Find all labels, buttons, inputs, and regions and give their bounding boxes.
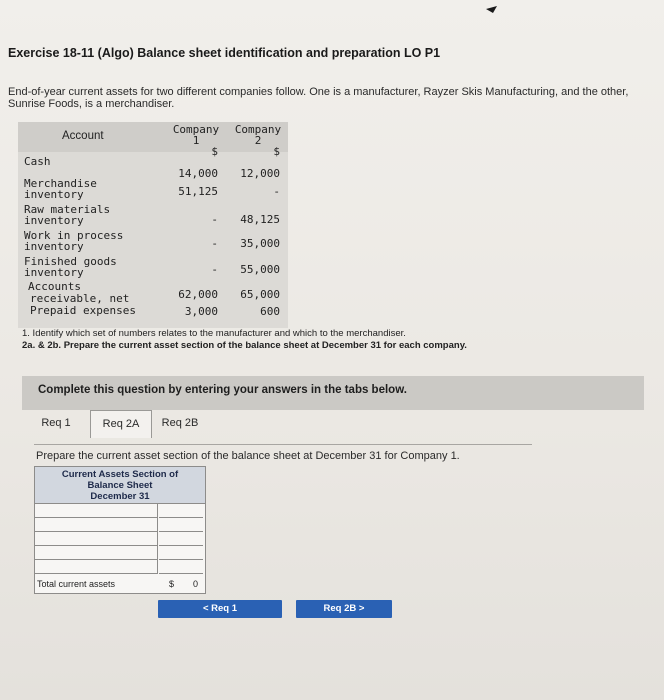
question-1: 1. Identify which set of numbers relates to the manufacturer and which to the merchandiser.: [22, 328, 406, 339]
amount-input-1[interactable]: [159, 504, 203, 518]
row-label-ar-2: receivable, net: [30, 292, 130, 305]
tab-req-2b[interactable]: Req 2B: [161, 417, 199, 429]
form-header-line-2: Balance Sheet: [87, 480, 153, 491]
merch-c1: 51,125: [178, 185, 218, 198]
question-2: 2a. & 2b. Prepare the current asset section of the balance sheet at December 31 for each company.: [22, 340, 467, 351]
form-header-line-1: Current Assets Section of: [61, 469, 179, 480]
ar-c1: 62,000: [178, 288, 218, 301]
raw-c2: 48,125: [240, 213, 280, 226]
account-input-4[interactable]: [35, 546, 158, 560]
account-input-3[interactable]: [35, 532, 158, 546]
total-current-assets-value: 0: [193, 579, 199, 589]
row-label-raw-2: inventory: [24, 214, 84, 227]
amount-input-2[interactable]: [159, 518, 203, 532]
currency-symbol-c2: $: [273, 145, 280, 158]
row-label-cash: Cash: [24, 155, 51, 168]
prepaid-c1: 3,000: [184, 305, 218, 318]
wip-c2: 35,000: [240, 237, 280, 250]
instruction-banner: [22, 376, 644, 410]
prompt-text: Prepare the current asset section of the balance sheet at December 31 for Company 1.: [36, 450, 460, 462]
amount-input-4[interactable]: [159, 546, 203, 560]
row-label-fg-1: Finished goods: [24, 255, 117, 268]
row-label-raw-1: Raw materials: [24, 203, 111, 216]
header-account: Account: [62, 130, 104, 142]
next-req-2b-button[interactable]: Req 2B >: [296, 600, 392, 618]
amount-input-5[interactable]: [159, 560, 203, 574]
row-label-merch-1: Merchandise: [24, 177, 97, 190]
prepaid-c2: 600: [260, 305, 280, 318]
raw-c1: -: [211, 213, 218, 226]
account-input-2[interactable]: [35, 518, 158, 532]
row-label-wip-1: Work in process: [24, 229, 124, 242]
header-company-1: Company 1: [172, 123, 220, 147]
account-input-5[interactable]: [35, 560, 158, 574]
header-company-2: Company 2: [234, 123, 282, 147]
prev-req-1-button[interactable]: < Req 1: [158, 600, 282, 618]
fg-c2: 55,000: [240, 263, 280, 276]
account-input-1[interactable]: [35, 504, 158, 518]
exercise-title: Exercise 18-11 (Algo) Balance sheet identification and preparation LO P1: [8, 46, 441, 60]
form-header: [35, 467, 205, 504]
ar-c2: 65,000: [240, 288, 280, 301]
questions: [22, 328, 642, 352]
cash-c2: 12,000: [240, 167, 280, 180]
row-label-fg-2: inventory: [24, 266, 84, 279]
intro-text: End-of-year current assets for two different companies follow. One is a manufacturer, Rayzer Skis Manufacturing, and the other, Sunrise Foods, is a merchandiser.: [8, 86, 629, 110]
wip-c1: -: [211, 237, 218, 250]
tab-req-2a[interactable]: Req 2A: [90, 410, 152, 438]
mouse-pointer-icon: [485, 4, 499, 14]
row-label-ar-1: Accounts: [28, 280, 81, 293]
row-label-prepaid: Prepaid expenses: [30, 304, 136, 317]
merch-c2: -: [273, 185, 280, 198]
fg-c1: -: [211, 263, 218, 276]
amount-input-3[interactable]: [159, 532, 203, 546]
currency-symbol-c1: $: [211, 145, 218, 158]
row-label-merch-2: inventory: [24, 188, 84, 201]
current-assets-form: [34, 466, 206, 594]
total-current-assets-label: Total current assets: [37, 579, 116, 589]
row-label-wip-2: inventory: [24, 240, 84, 253]
tab-divider: [34, 444, 532, 445]
banner-text: Complete this question by entering your answers in the tabs below.: [38, 384, 407, 396]
total-dollar-sign: $: [169, 579, 175, 589]
form-header-line-3: December 31: [90, 491, 150, 502]
account-table: [18, 122, 288, 328]
tab-req-1[interactable]: Req 1: [41, 417, 71, 429]
cash-c1: 14,000: [178, 167, 218, 180]
